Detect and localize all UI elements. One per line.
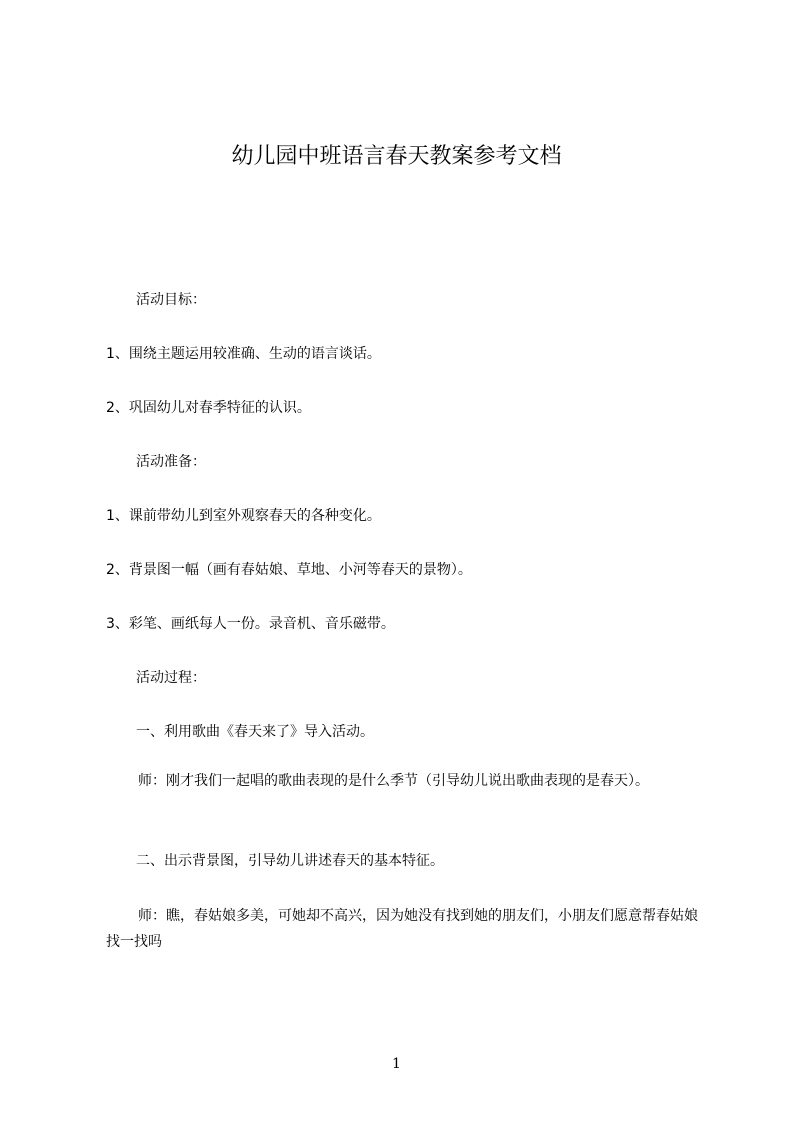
paragraph-teacher-question-2: 师：瞧，春姑娘多美，可她却不高兴，因为她没有找到她的朋友们，小朋友们愿意帮春姑娘找一找吗 (106, 908, 698, 950)
paragraph-preparation-3: 3、彩笔、画纸每人一份。录音机、音乐磁带。 (106, 616, 395, 632)
page-number: 1 (392, 1056, 401, 1072)
heading-activity-goals: 活动目标： (136, 292, 206, 308)
paragraph-goal-1: 1、围绕主题运用较准确、生动的语言谈话。 (106, 346, 381, 362)
heading-activity-process: 活动过程： (136, 670, 206, 686)
paragraph-process-step-1: 一、利用歌曲《春天来了》导入活动。 (136, 724, 374, 740)
page-title: 幼儿园中班语言春天教案参考文档 (231, 144, 562, 169)
paragraph-goal-2: 2、巩固幼儿对春季特征的认识。 (106, 400, 311, 416)
paragraph-preparation-1: 1、课前带幼儿到室外观察春天的各种变化。 (106, 508, 381, 524)
paragraph-process-step-2: 二、出示背景图，引导幼儿讲述春天的基本特征。 (136, 853, 444, 869)
paragraph-preparation-2: 2、背景图一幅（画有春姑娘、草地、小河等春天的景物）。 (106, 562, 472, 578)
heading-activity-preparation: 活动准备： (136, 454, 206, 470)
paragraph-teacher-question-1: 师：刚才我们一起唱的歌曲表现的是什么季节（引导幼儿说出歌曲表现的是春天）。 (138, 773, 649, 789)
